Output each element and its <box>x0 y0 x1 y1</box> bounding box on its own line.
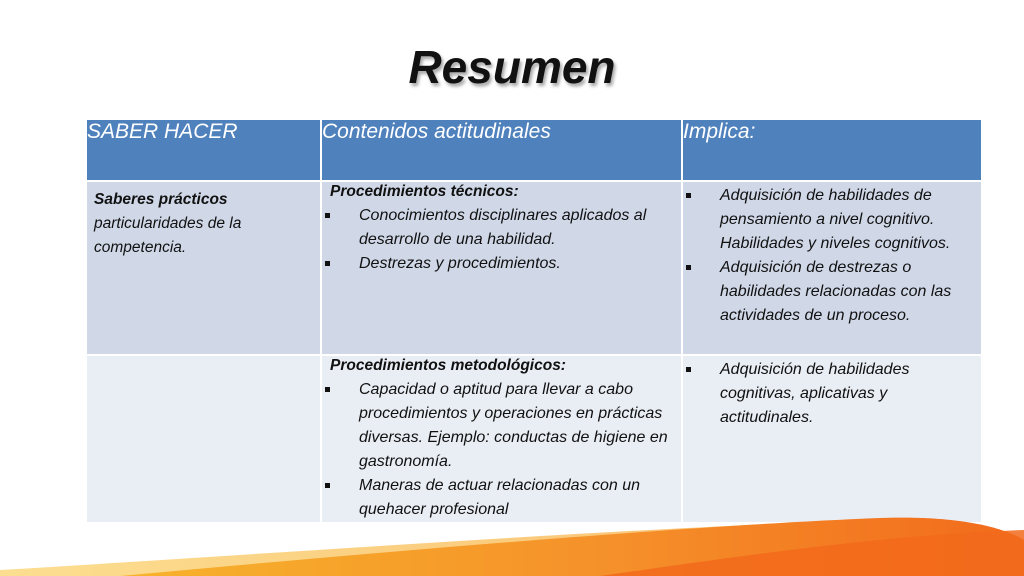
header-saber-hacer: SABER HACER <box>86 119 321 181</box>
implica-cell <box>682 181 982 355</box>
contenidos-cell <box>321 181 682 355</box>
implica-list <box>683 358 981 430</box>
decorative-wave <box>0 500 1024 576</box>
table-row <box>86 181 982 355</box>
list-item: Destrezas y procedimientos. <box>322 252 681 276</box>
table-row <box>86 355 982 523</box>
list-item: Capacidad o aptitud para llevar a cabo procedimientos y operaciones en prácticas diversas. Ejemplo: conductas de higiene en gastronomía. <box>322 378 681 474</box>
list-item: Maneras de actuar relacionadas con un quehacer profesional <box>322 474 681 522</box>
list-item: Adquisición de habilidades cognitivas, aplicativas y actitudinales. <box>683 358 981 430</box>
implica-cell <box>682 355 982 523</box>
procedimientos-tecnicos-heading: Procedimientos técnicos: <box>330 183 519 200</box>
empty-cell <box>86 355 321 523</box>
saberes-practicos-label: Saberes prácticos <box>94 191 228 208</box>
header-implica: Implica: <box>682 119 982 181</box>
list-item: Adquisición de habilidades de pensamiento a nivel cognitivo. Habilidades y niveles cognitivos. <box>683 184 981 256</box>
contenidos-cell <box>321 355 682 523</box>
list-item: Conocimientos disciplinares aplicados al desarrollo de una habilidad. <box>322 204 681 252</box>
header-contenidos: Contenidos actitudinales <box>321 119 682 181</box>
list-item: Adquisición de destrezas o habilidades relacionadas con las actividades de un proceso. <box>683 256 981 328</box>
saber-hacer-cell <box>86 181 321 355</box>
slide-title: Resumen <box>408 41 616 93</box>
procedimientos-metodologicos-heading: Procedimientos metodológicos: <box>330 357 566 374</box>
table-header-row <box>86 119 982 181</box>
procedimientos-tecnicos-list <box>322 204 681 276</box>
summary-table <box>85 118 983 524</box>
implica-list <box>683 184 981 328</box>
saberes-practicos-text: particularidades de la competencia. <box>94 215 242 256</box>
